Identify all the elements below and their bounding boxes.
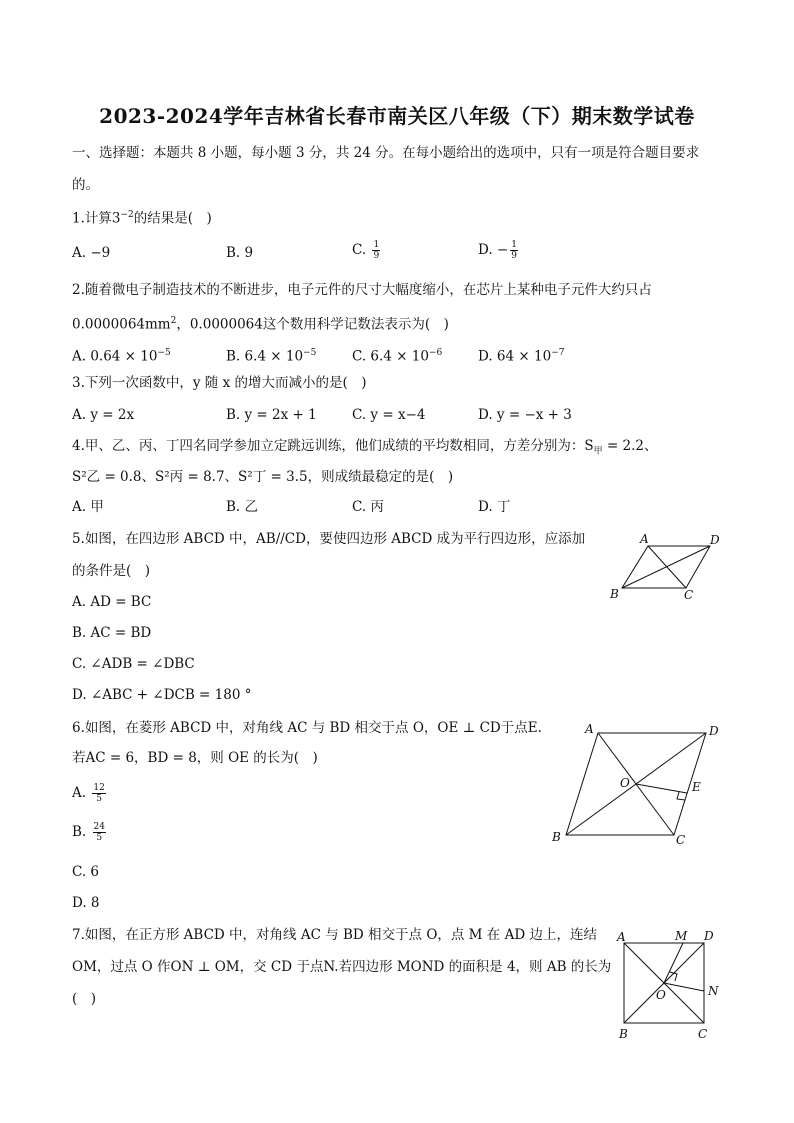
- q5-option-a[interactable]: A. AD = BC: [72, 594, 152, 610]
- question-7-stem-cont: OM，过点 O 作ON ⊥ OM，交 CD 于点N.若四边形 MOND 的面积是 4，则 AB 的长为: [72, 959, 612, 975]
- q6-segment-oe: [636, 784, 687, 793]
- q6-option-d[interactable]: D. 8: [72, 895, 100, 911]
- q5-label-c: C: [684, 588, 694, 602]
- question-7-stem-end: ( ): [72, 991, 97, 1007]
- q2-option-d[interactable]: D. $64 \times 10^{-7}$: [478, 348, 565, 365]
- q6-diagonal-bd: [566, 733, 706, 835]
- question-4-stem: 4.甲、乙、丙、丁四名同学参加立定跳远训练，他们成绩的平均数相同，方差分别为：$S_甲 = 2.2$、: [72, 438, 658, 457]
- q7-segment-on: [664, 983, 704, 991]
- q4-option-d[interactable]: D. 丁: [478, 499, 511, 515]
- q3-option-d[interactable]: D. y = −x + 3: [478, 407, 572, 423]
- q5-option-c[interactable]: C. ∠ADB = ∠DBC: [72, 656, 195, 672]
- q1-option-b[interactable]: B. 9: [226, 245, 254, 261]
- q6-option-b[interactable]: B. $\frac{24}{5}$: [72, 822, 105, 843]
- q2-option-a[interactable]: A. $0.64 \times 10^{-5}$: [72, 348, 171, 365]
- q3-option-a[interactable]: A. y = 2x: [72, 407, 135, 423]
- question-2-stem-cont: $0.0000064mm^2$，0.0000064这个数用科学记数法表示为( ): [72, 316, 449, 333]
- question-5-stem-cont: 的条件是( ): [72, 563, 151, 579]
- q7-segment-om: [664, 943, 683, 983]
- section-heading: 一、选择题：本题共 8 小题，每小题 3 分，共 24 分。在每小题给出的选项中，只有一项是符合题目要求: [72, 145, 700, 161]
- q5-label-b: B: [610, 587, 619, 601]
- q4-option-b[interactable]: B. 乙: [226, 499, 259, 515]
- q1-option-c[interactable]: C. $\frac{1}{9}$: [352, 240, 380, 261]
- q6-label-a: A: [585, 722, 594, 736]
- q5-option-d[interactable]: D. ∠ABC + ∠DCB = 180 °: [72, 687, 252, 703]
- q6-label-o: O: [620, 776, 630, 790]
- q7-label-m: M: [675, 929, 688, 943]
- q7-label-o: O: [656, 988, 666, 1002]
- question-6-stem: 6.如图，在菱形 ABCD 中，对角线 AC 与 BD 相交于点 O，OE ⊥ CD于点E.: [72, 720, 542, 736]
- question-6-stem-cont: 若AC = 6，BD = 8，则 OE 的长为( ): [72, 750, 318, 766]
- question-5-stem: 5.如图，在四边形 ABCD 中，AB//CD，要使四边形 ABCD 成为平行四边形，应添加: [72, 531, 586, 547]
- question-3-stem: 3.下列一次函数中，y 随 x 的增大而减小的是( ): [72, 375, 367, 391]
- section-heading-cont: 的。: [72, 177, 99, 193]
- question-7-stem: 7.如图，在正方形 ABCD 中，对角线 AC 与 BD 相交于点 O，点 M 在 AD 边上，连结: [72, 927, 597, 943]
- q6-diagonal-ac: [598, 733, 674, 835]
- q7-label-c: C: [698, 1027, 708, 1041]
- q6-label-c: C: [676, 833, 686, 847]
- q6-option-c[interactable]: C. 6: [72, 864, 100, 880]
- q5-diagonal-ac: [648, 546, 686, 588]
- q7-label-a: A: [617, 930, 626, 944]
- q7-right-angle-mark: [670, 972, 677, 981]
- q7-label-n: N: [708, 984, 719, 998]
- q5-label-d: D: [710, 533, 720, 547]
- q4-option-a[interactable]: A. 甲: [72, 499, 104, 515]
- q6-label-d: D: [709, 724, 719, 738]
- q7-label-b: B: [619, 1027, 628, 1041]
- q1-option-a[interactable]: A. −9: [72, 245, 111, 261]
- page-title: 2023-2024学年吉林省长春市南关区八年级（下）期末数学试卷: [99, 104, 695, 128]
- q4-option-c[interactable]: C. 丙: [352, 499, 384, 515]
- q7-diagonal-bd: [624, 943, 704, 1023]
- q6-right-angle-mark: [677, 792, 685, 800]
- q6-label-b: B: [552, 830, 561, 844]
- q6-label-e: E: [692, 780, 701, 794]
- question-4-stem-cont: S²乙 = 0.8、S²丙 = 8.7、S²丁 = 3.5，则成绩最稳定的是( ): [72, 469, 454, 485]
- q1-option-d[interactable]: D. − $\frac{1}{9}$: [478, 240, 517, 261]
- q7-label-d: D: [704, 929, 714, 943]
- q7-diagonal-ac: [624, 943, 704, 1023]
- q3-option-b[interactable]: B. y = 2x + 1: [226, 407, 317, 423]
- q5-diagonal-bd: [622, 546, 710, 588]
- q2-option-b[interactable]: B. $6.4 \times 10^{-5}$: [226, 348, 317, 365]
- question-2-stem: 2.随着微电子制造技术的不断进步，电子元件的尺寸大幅度缩小，在芯片上某种电子元件大约只占: [72, 282, 652, 298]
- question-1-stem: 1.计算$3^{-2}$的结果是( ): [72, 210, 212, 227]
- q5-option-b[interactable]: B. AC = BD: [72, 625, 152, 641]
- q7-square: [624, 943, 704, 1023]
- q6-option-a[interactable]: A. $\frac{12}{5}$: [72, 783, 105, 804]
- q2-option-c[interactable]: C. $6.4 \times 10^{-6}$: [352, 348, 443, 365]
- q3-option-c[interactable]: C. y = x−4: [352, 407, 426, 423]
- q5-quadrilateral: [622, 546, 710, 588]
- q6-rhombus: [566, 733, 706, 835]
- q5-label-a: A: [640, 532, 649, 546]
